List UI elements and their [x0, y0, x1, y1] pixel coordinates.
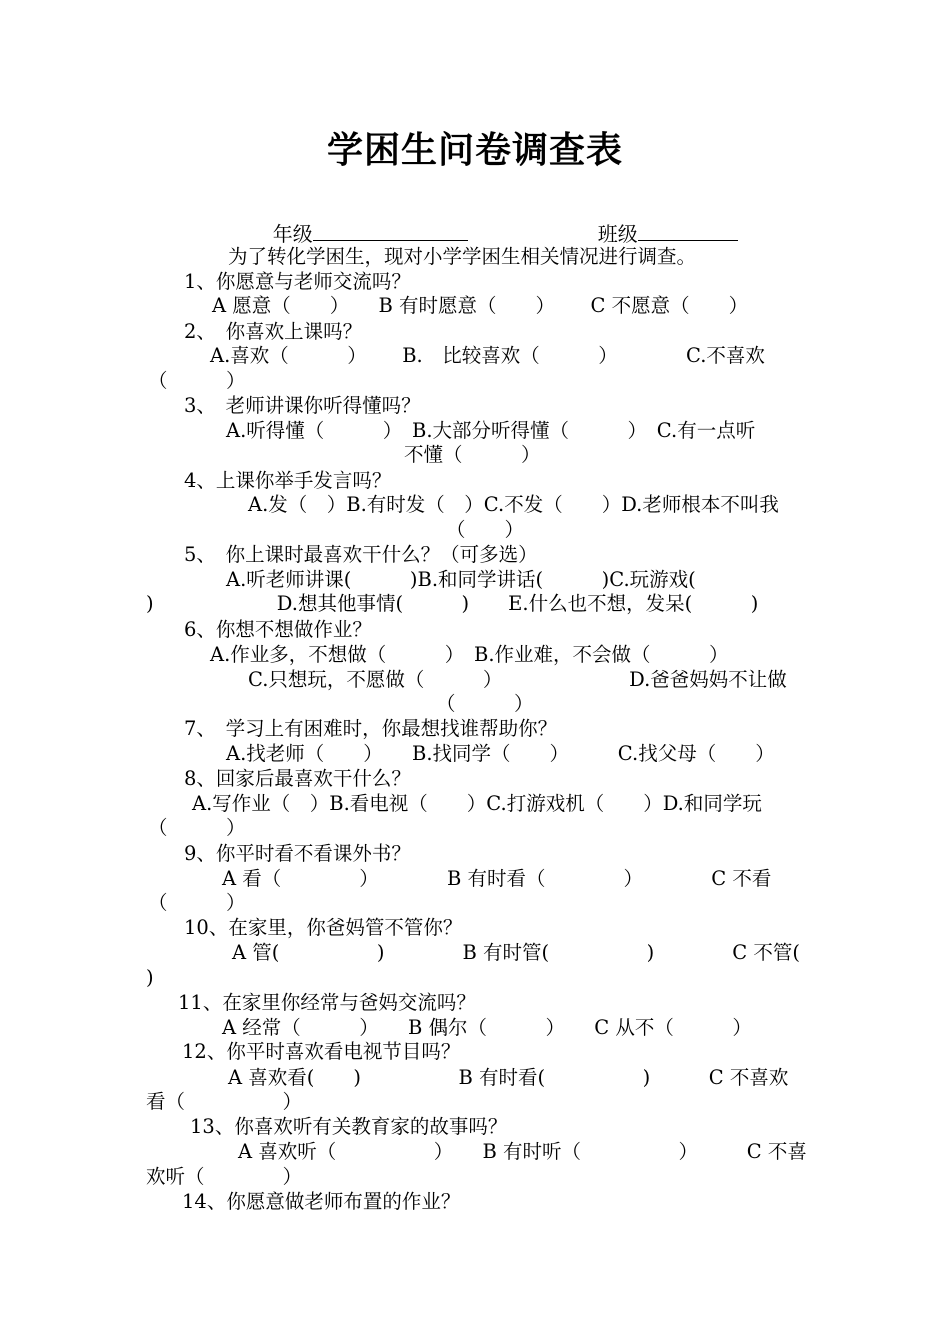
question-13: 13、你喜欢听有关教育家的故事吗？: [190, 1115, 508, 1138]
question-9: 9、你平时看不看课外书？: [184, 842, 411, 865]
question-10: 10、在家里，你爸妈管不管你？: [184, 916, 463, 939]
question-2-options-cont: （ ）: [148, 369, 246, 392]
question-8: 8、回家后最喜欢干什么？: [184, 767, 411, 790]
question-7-options: A.找老师（ ） B.找同学（ ） C.找父母（ ）: [226, 742, 775, 765]
question-2: 2、 你喜欢上课吗？: [184, 320, 363, 343]
question-3: 3、 老师讲课你听得懂吗？: [184, 394, 421, 417]
class-blank[interactable]: [638, 222, 738, 241]
grade-blank[interactable]: [313, 222, 468, 241]
question-13-options: A 喜欢听（ ） B 有时听（ ） C 不喜: [238, 1140, 807, 1163]
question-13-options-cont: 欢听（ ）: [146, 1165, 303, 1188]
class-label: 班级: [597, 222, 638, 246]
question-11: 11、在家里你经常与爸妈交流吗？: [178, 991, 476, 1014]
grade-label: 年级: [272, 222, 313, 246]
question-10-options-cont: ): [146, 966, 154, 989]
intro-text: 为了转化学困生，现对小学学困生相关情况进行调查。: [228, 245, 697, 268]
question-2-options: A.喜欢（ ） B. 比较喜欢（ ） C.不喜欢: [210, 344, 765, 367]
question-6-options-cont2: （ ）: [436, 692, 534, 715]
question-7: 7、 学习上有困难时，你最想找谁帮助你？: [184, 717, 558, 740]
question-1: 1、你愿意与老师交流吗？: [184, 270, 411, 293]
question-4-options: A.发（ ）B.有时发（ ）C.不发（ ）D.老师根本不叫我: [248, 493, 779, 516]
question-5-options-cont: ) D.想其他事情( ) E.什么也不想，发呆( ): [146, 592, 759, 615]
question-9-options: A 看（ ） B 有时看（ ） C 不看: [222, 867, 772, 890]
question-6: 6、你想不想做作业？: [184, 618, 372, 641]
question-3-options: A.听得懂（ ） B.大部分听得懂（ ） C.有一点听: [226, 419, 756, 442]
question-4-options-cont: （ ）: [446, 518, 525, 541]
grade-field[interactable]: [260, 198, 468, 246]
question-8-options-cont: （ ）: [148, 816, 246, 839]
question-12-options: A 喜欢看( ) B 有时看( ) C 不喜欢: [228, 1066, 789, 1089]
question-1-options: A 愿意（ ） B 有时愿意（ ） C 不愿意（ ）: [212, 294, 749, 317]
question-11-options: A 经常（ ） B 偶尔（ ） C 从不（ ）: [222, 1016, 752, 1039]
class-field[interactable]: [585, 198, 738, 246]
question-3-options-cont: 不懂（ ）: [404, 443, 541, 466]
question-12: 12、你平时喜欢看电视节目吗？: [182, 1040, 461, 1063]
question-6-options: A.作业多，不想做（ ） B.作业难，不会做（ ）: [210, 643, 729, 666]
question-4: 4、上课你举手发言吗？: [184, 469, 392, 492]
question-6-options-cont: C.只想玩，不愿做（ ） D.爸爸妈妈不让做: [248, 668, 787, 691]
page-title: 学困生问卷调查表: [326, 129, 623, 171]
question-5-options: A.听老师讲课( )B.和同学讲话( )C.玩游戏(: [226, 568, 696, 591]
question-12-options-cont: 看（ ）: [146, 1090, 303, 1113]
question-10-options: A 管( ) B 有时管( ) C 不管(: [232, 941, 800, 964]
question-5: 5、 你上课时最喜欢干什么？（可多选）: [184, 543, 538, 566]
question-14: 14、你愿意做老师布置的作业？: [182, 1190, 461, 1213]
question-9-options-cont: （ ）: [148, 891, 246, 914]
question-8-options: A.写作业（ ）B.看电视（ ）C.打游戏机（ ）D.和同学玩: [192, 792, 762, 815]
